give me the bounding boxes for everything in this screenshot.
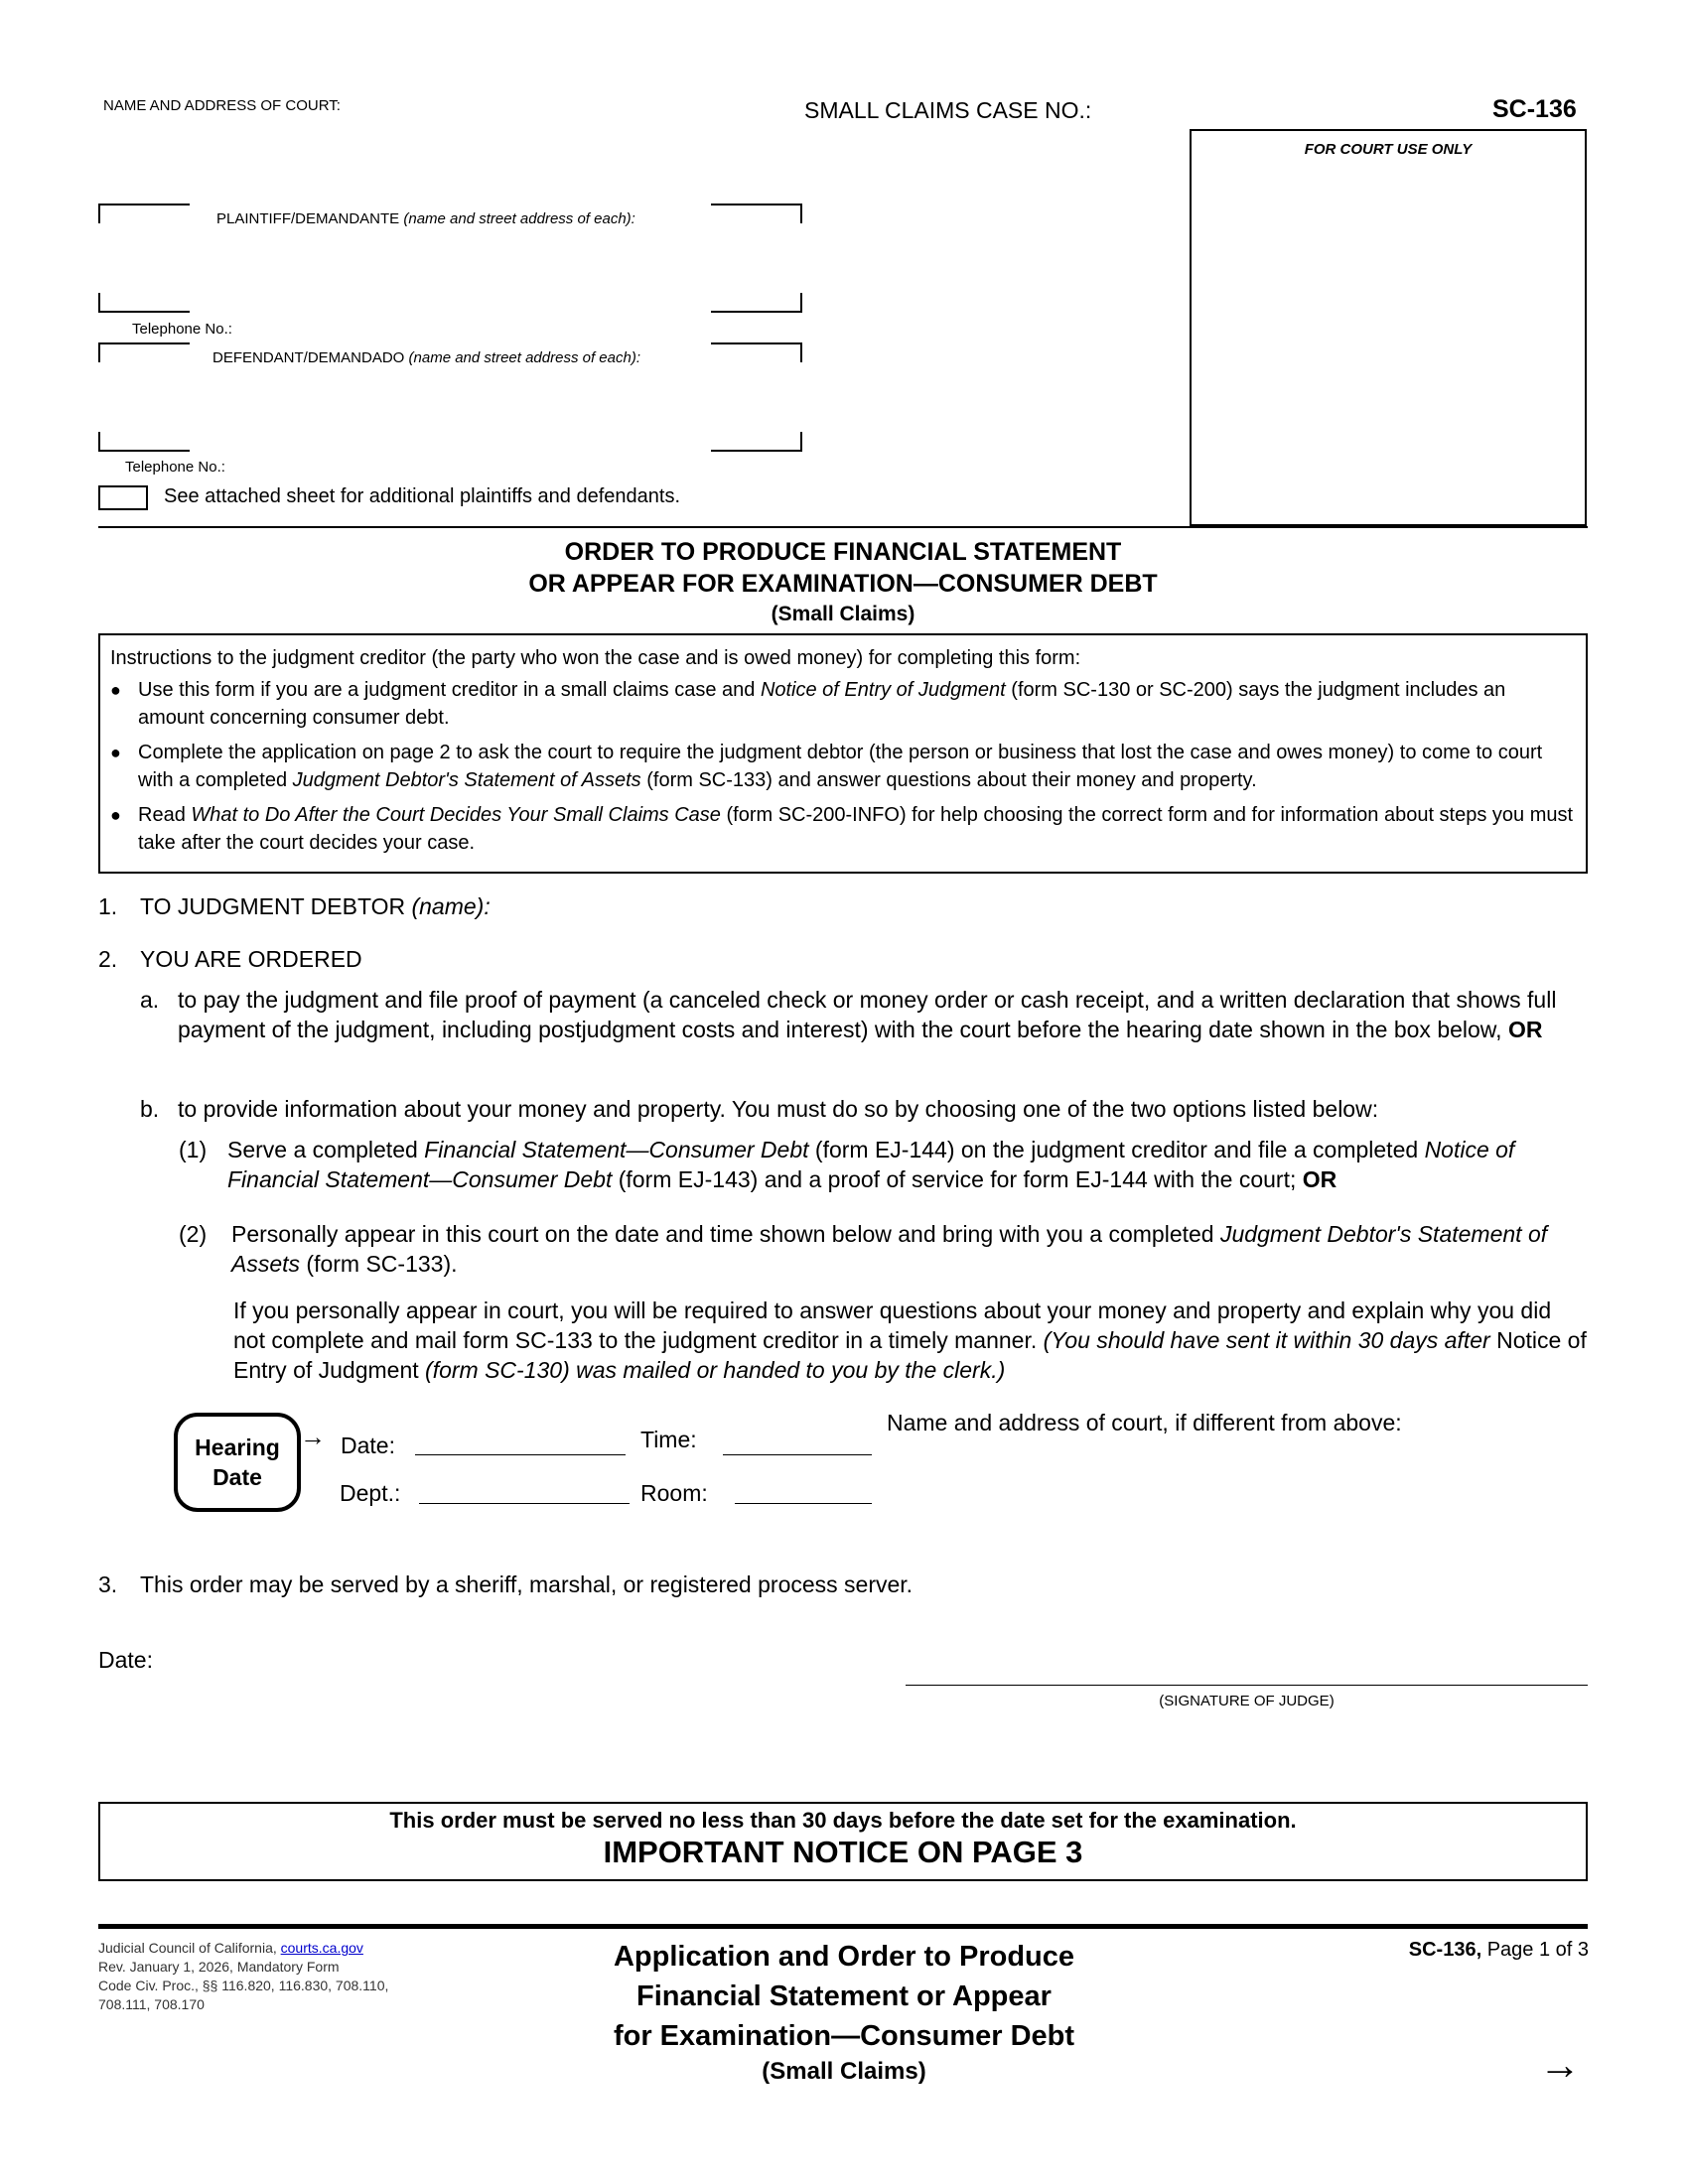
hearing-room-label: Room: [640,1480,708,1506]
attached-sheet-checkbox[interactable] [98,485,148,510]
hearing-date-label: Date: [341,1433,395,1458]
judge-signature-label: (SIGNATURE OF JUDGE) [1159,1693,1335,1709]
item-2b1-text: Serve a completed Financial Statement—Consumer Debt (form EJ-144) on the judgment creditor and file a completed Notice of Financial Statement—Consumer Debt (form EJ-143) and a proof of service for form EJ-144 with the court; OR [227,1137,1515,1192]
instructions-box [98,633,1588,874]
order-date-label: Date: [98,1647,153,1673]
item-2b-text: to provide information about your money and property. You must do so by choosing one of the two options listed below: [178,1096,1379,1122]
instruction-bullet: ● Read What to Do After the Court Decides Your Small Claims Case (form SC-200-INFO) for help choosing the correct form and for information about steps you must take after the court decides your case. [110,804,1574,854]
hearing-time-label: Time: [640,1427,697,1452]
hearing-date-field[interactable] [415,1454,626,1455]
item-2-number: 2. [98,946,118,972]
judge-signature-line[interactable] [906,1685,1588,1686]
court-use-label: FOR COURT USE ONLY [1304,141,1473,158]
item-3-text: This order may be served by a sheriff, marshal, or registered process server. [140,1571,914,1597]
plaintiff-telephone-label: Telephone No.: [132,321,232,338]
hearing-room-field[interactable] [735,1503,872,1504]
hearing-time-field[interactable] [723,1454,872,1455]
appearance-explanation: If you personally appear in court, you will be required to answer questions about your money and property and explain why you did not complete and mail form SC-133 to the judgment creditor in a timely manner. (You should have sent it within 30 days after Notice of Entry of Judgment (form SC-130) was mailed or handed to you by the clerk.) [233,1297,1587,1383]
next-page-arrow-icon[interactable]: → [1539,2041,1581,2088]
header-divider [98,526,1588,528]
attached-sheet-label: See attached sheet for additional plaintiffs and defendants. [164,485,681,507]
item-2-text: YOU ARE ORDERED [140,946,362,972]
instruction-bullet: ● Complete the application on page 2 to ask the court to require the judgment debtor (the person or business that lost the case and owes money) to come to court with a completed Judgment Debtor's Statement of Assets (form SC-133) and answer questions about their money and property. [110,742,1543,791]
alternate-court-label: Name and address of court, if different from above: [887,1410,1402,1435]
case-number-label: SMALL CLAIMS CASE NO.: [804,97,1092,123]
defendant-label: DEFENDANT/DEMANDADO (name and street address of each): [212,349,640,366]
item-2b2-text: Personally appear in this court on the date and time shown below and bring with you a completed Judgment Debtor's Statement of Assets (form SC-133). [231,1221,1548,1277]
hearing-date-badge: Hearing Date [174,1413,301,1512]
instruction-bullet: ● Use this form if you are a judgment creditor in a small claims case and Notice of Entry of Judgment (form SC-130 or SC-200) says the judgment includes an amount concerning consumer debt. [110,679,1506,729]
item-1-text: TO JUDGMENT DEBTOR (name): [140,893,491,919]
defendant-field[interactable] [99,349,804,449]
defendant-telephone-label: Telephone No.: [125,459,225,476]
item-1-number: 1. [98,893,118,919]
arrow-icon: → [300,1422,326,1451]
item-2a-label: a. [140,987,160,1013]
hearing-dept-field[interactable] [419,1503,630,1504]
court-use-box[interactable] [1190,129,1587,526]
item-2b1-label: (1) [179,1137,208,1162]
plaintiff-label: PLAINTIFF/DEMANDANTE (name and street address of each): [216,210,635,227]
court-name-label: NAME AND ADDRESS OF COURT: [103,97,341,114]
judgment-debtor-name-field[interactable] [536,888,1529,920]
item-2b2-label: (2) [179,1221,208,1247]
plaintiff-field[interactable] [99,210,804,310]
footer-citation: Judicial Council of California, courts.ca.gov Rev. January 1, 2026, Mandatory Form Code Civ. Proc., §§ 116.820, 116.830, 708.110, 708.111, 708.170 [98,1940,389,2012]
alternate-court-field[interactable] [887,1441,1582,1531]
footer-title: Application and Order to Produce Financial Statement or Appear for Examination—Consumer Debt (Small Claims) [613,1941,1075,2085]
form-id: SC-136 [1492,95,1577,123]
item-2a-text: to pay the judgment and file proof of payment (a canceled check or money order or cash receipt, and a written declaration that shows full payment of the judgment, including postjudgment costs and interest) with the court before the hearing date shown in the box below, OR [178,987,1557,1042]
courts-link[interactable]: courts.ca.gov [280,1940,363,1956]
hearing-dept-label: Dept.: [340,1480,401,1506]
item-3-number: 3. [98,1571,118,1597]
order-date-field[interactable] [169,1643,616,1675]
page-title: ORDER TO PRODUCE FINANCIAL STATEMENT OR APPEAR FOR EXAMINATION—CONSUMER DEBT (Small Claims) [528,538,1158,625]
page-number: SC-136, Page 1 of 3 [1408,1939,1589,1961]
important-notice-box: This order must be served no less than 30 days before the date set for the examination. IMPORTANT NOTICE ON PAGE 3 [98,1802,1588,1881]
footer-divider [98,1924,1588,1929]
item-2b-label: b. [140,1096,160,1122]
instructions-intro: Instructions to the judgment creditor (the party who won the case and is owed money) for completing this form: [110,647,1081,669]
